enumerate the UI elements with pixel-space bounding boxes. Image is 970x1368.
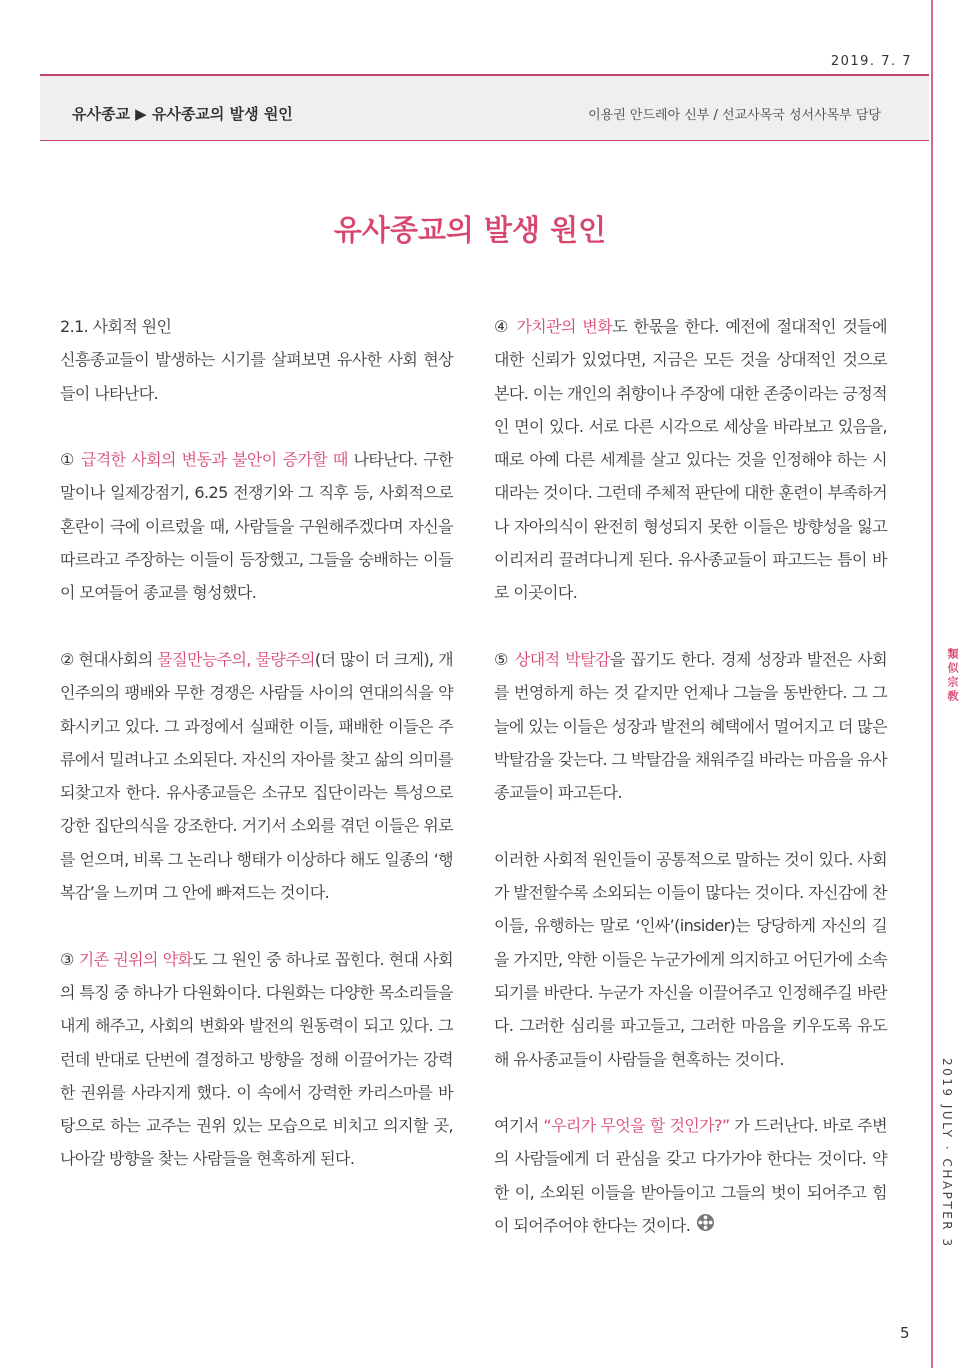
author-byline: 이용권 안드레아 신부 / 선교사목국 성서사목부 담당 (588, 108, 881, 123)
cause-4-highlight: 가치관의 변화 (516, 317, 613, 336)
cause-3-highlight: 기존 권위의 약화 (78, 949, 193, 969)
page-number: 5 (900, 1324, 910, 1342)
right-margin-rule (931, 0, 933, 1368)
cause-5-highlight: 상대적 박탈감 (514, 649, 610, 669)
cause-2-highlight: 물질만능주의, 물량주의 (157, 649, 315, 669)
cause-5-text: 을 꼽기도 한다. 경제 성장과 발전은 사회를 번영하게 하는 것 같지만 언제나 그늘을 동반한다. 그 그늘에 있는 이들은 성장과 발전의 혜택에서 멀어지고 더 많은 박탈감을 갖는다. 그 박탈감을 채워주길 바라는 마음을 유사종교들이 파고든다. (494, 649, 887, 803)
section-heading: 2.1. 사회적 원인 (60, 317, 172, 336)
end-mark-icon (696, 1210, 715, 1243)
cause-3-paragraph (60, 943, 453, 1176)
cause-4-paragraph (494, 310, 887, 610)
summary-paragraph: 이러한 사회적 원인들이 공통적으로 말하는 것이 있다. 사회가 발전할수록 소외되는 이들이 많다는 것이다. 자신감에 찬 이들, 유행하는 말로 ‘인싸’(insider)는 당당하게 자신의 길을 가지만, 약한 이들은 누군가에게 의지하고 어딘가에 소속되기를 바란다. 누군가 자신을 이끌어주고 인정해주길 바란다. 그러한 심리를 파고들고, 그러한 마음을 키우도록 유도해 유사종교들이 사람들을 현혹하는 것이다. (494, 849, 887, 1069)
cause-3-number: ③ (60, 949, 75, 969)
cause-4-text: 도 한몫을 한다. 예전에 절대적인 것들에 대한 신뢰가 있었다면, 지금은 모든 것을 상대적인 것으로 본다. 이는 개인의 취향이나 주장에 대한 존중이라는 긍정적인 면이 있다. 서로 다른 시각으로 세상을 바라보고 있음을, 때로 아예 다른 세계를 살고 있다는 것을 인정해야 하는 시대라는 것이다. 그런데 주체적 판단에 대한 훈련이 부족하거나 자아의식이 완전히 형성되지 못한 이들은 방향성을 잃고 이리저리 끌려다니게 된다. 유사종교들이 파고드는 틈이 바로 이곳이다. (494, 317, 887, 603)
side-series-title: 類似宗敎 (946, 648, 959, 704)
intro-paragraph: 신흥종교들이 발생하는 시기를 살펴보면 유사한 사회 현상들이 나타난다. (60, 350, 453, 403)
conclusion-highlight: “우리가 무엇을 할 것인가?” (543, 1116, 730, 1136)
conclusion-paragraph (494, 1109, 887, 1243)
cause-2-number: ② (60, 649, 74, 669)
conclusion-text: 가 드러난다. 바로 주변의 사람들에게 더 관심을 갖고 다가가야 한다는 것이다. 약한 이, 소외된 이들을 받아들이고 그들의 벗이 되어주고 힘이 되어주어야 한다는 것이다. (494, 1116, 887, 1236)
cause-1-text: 나타난다. 구한말이나 일제강점기, 6.25 전쟁기와 그 직후 등, 사회적으로 혼란이 극에 이르렀을 때, 사람들을 구원해주겠다며 자신을 따르라고 주장하는 이들이 등장했고, 그들을 숭배하는 이들이 모여들어 종교를 형성했다. (60, 450, 453, 603)
left-column (60, 310, 453, 1176)
cause-5-paragraph (494, 643, 887, 809)
cause-2-prefix: 현대사회의 (78, 649, 153, 669)
side-chapter-label: 2019 JULY · CHAPTER 3 (940, 1058, 954, 1249)
cause-1-paragraph (60, 443, 453, 609)
cause-1-number: ① (60, 450, 76, 470)
cause-5-number: ⑤ (494, 649, 510, 669)
cause-1-highlight: 급격한 사회의 변동과 불안이 증가할 때 (80, 450, 348, 470)
cause-2-text: (더 많이 더 크게), 개인주의의 팽배와 무한 경쟁은 사람들 사이의 연대의식을 약화시키고 있다. 그 과정에서 실패한 이들, 패배한 이들은 주류에서 밀려나고 소외된다. 자신의 자아를 찾고 삶의 의미를 되찾고자 한다. 유사종교들은 소규모 집단이라는 특성으로 강한 집단의식을 강조한다. 거기서 소외를 겪던 이들은 위로를 얻으며, 비록 그 논리나 행태가 이상하다 해도 일종의 ‘행복감’을 느끼며 그 안에 빠져드는 것이다. (60, 649, 453, 903)
conclusion-prefix: 여기서 (494, 1116, 539, 1136)
breadcrumb: 유사종교 ▶ 유사종교의 발생 원인 (72, 105, 293, 123)
issue-date: 2019. 7. 7 (830, 54, 912, 69)
cause-3-text: 도 그 원인 중 하나로 꼽힌다. 현대 사회의 특징 중 하나가 다원화이다. 다원화는 다양한 목소리들을 내게 해주고, 사회의 변화와 발전의 원동력이 되고 있다. 그런데 반대로 단번에 결정하고 방향을 정해 이끌어가는 강력한 권위를 사라지게 했다. 이 속에서 강력한 카리스마를 바탕으로 하는 교주는 권위 있는 모습으로 비치고 의지할 곳, 나아갈 방향을 찾는 사람들을 현혹하게 된다. (60, 949, 453, 1169)
cause-2-paragraph (60, 643, 453, 909)
header-bar (40, 74, 929, 141)
page-title: 유사종교의 발생 원인 (333, 213, 607, 247)
cause-4-number: ④ (494, 317, 510, 336)
right-column (494, 310, 887, 1243)
